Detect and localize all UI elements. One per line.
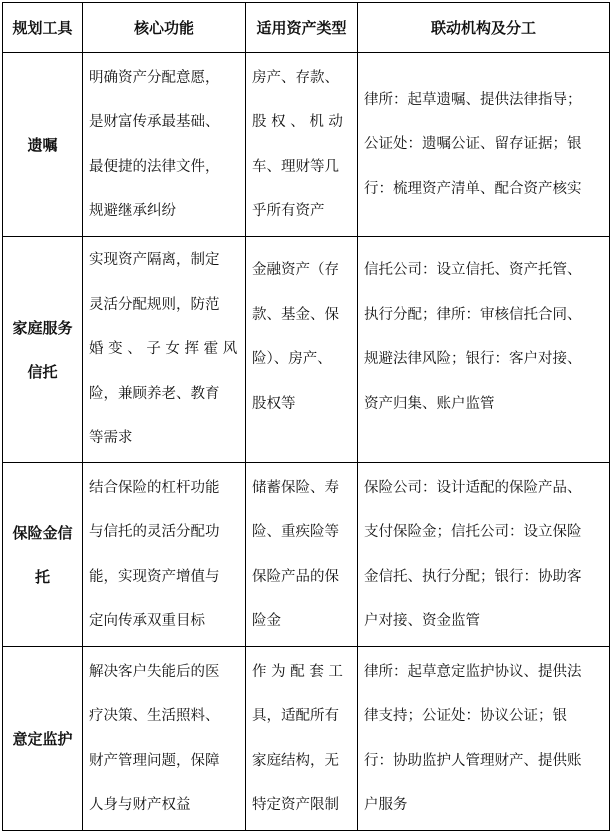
function-line: 人身与财产权益 [89,797,191,813]
function-line: 实现资产隔离，制定 [89,252,220,269]
tool-name: 意定监护 [12,729,73,748]
assets-line: 险金 [252,613,281,629]
tool-cell [3,647,83,831]
assets-line: 具，适配所有 [252,708,339,724]
institutions-line: 行：梳理资产清单、配合资产核实 [364,180,582,197]
assets-cell [246,463,358,647]
function-line: 最便捷的法律文件， [89,158,220,175]
institutions-line: 律支持；公证处：协议公证；银 [364,708,567,724]
tool-name: 保险金信 [12,523,73,542]
institutions-line: 保险公司：设计适配的保险产品、 [364,479,582,496]
function-line: 险，兼顾养老、教育 [89,385,220,402]
tool-cell [3,463,83,647]
table-row [3,237,610,463]
institutions-cell [358,237,610,463]
function-line: 是财富传承最基础、 [89,114,220,130]
institutions-line: 律所：起草遗嘱、提供法律指导； [364,91,582,108]
assets-cell [246,647,358,831]
institutions-cell [358,647,610,831]
assets-line: 乎所有资产 [252,203,325,219]
assets-line: 保险产品的保 [252,568,339,585]
institutions-line: 户对接、资金监管 [364,613,480,629]
header-row [3,3,610,53]
institutions-cell [358,53,610,237]
tool-name: 家庭服务 [12,318,73,337]
institutions-line: 律所：起草意定监护协议、提供法 [364,663,582,680]
function-line: 财产管理问题，保障 [89,752,220,769]
assets-line: 股权等 [252,395,296,412]
assets-line: 险、重疾险等 [252,524,339,540]
function-cell [83,53,246,237]
assets-line: 金融资产（存 [252,262,339,278]
function-line: 解决客户失能后的医 [89,663,220,680]
header-assets: 适用资产类型 [246,3,358,53]
estate-planning-table [2,2,610,831]
assets-line: 作 为 配 套 工 [252,663,343,680]
assets-line: 储蓄保险、寿 [252,479,339,496]
assets-line: 家庭结构，无 [252,752,339,769]
institutions-line: 信托公司：设立信托、资产托管、 [364,262,582,278]
assets-line: 特定资产限制 [252,797,339,813]
header-function: 核心功能 [83,3,246,53]
function-line: 定向传承双重目标 [89,613,205,629]
tool-name: 遗嘱 [27,135,58,154]
function-line: 明确资产分配意愿， [89,69,220,86]
function-line: 规避继承纠纷 [89,203,176,219]
assets-cell [246,237,358,463]
table-row [3,53,610,237]
assets-line: 险）、房产、 [252,351,332,367]
assets-line: 股 权 、 机 动 [252,114,343,130]
function-line: 与信托的灵活分配功 [89,524,220,540]
function-line: 婚 变 、 子 女 挥 霍 风 [89,341,238,358]
institutions-line: 户服务 [364,797,408,813]
function-line: 等需求 [89,430,133,447]
function-cell [83,237,246,463]
header-institutions: 联动机构及分工 [358,3,610,53]
tool-cell [3,237,83,463]
function-line: 能，实现资产增值与 [89,568,220,585]
assets-cell [246,53,358,237]
assets-line: 车、理财等几 [252,158,339,175]
table-row [3,463,610,647]
assets-line: 款、基金、保 [252,306,339,323]
assets-line: 房产、存款、 [252,69,339,86]
function-line: 灵活分配规则，防范 [89,296,220,313]
institutions-line: 执行分配；律所：审核信托合同、 [364,306,582,323]
institutions-line: 资产归集、账户监管 [364,395,495,412]
institutions-cell [358,463,610,647]
tool-name: 信托 [27,362,58,381]
institutions-line: 规避法律风险；银行：客户对接、 [364,351,582,367]
function-line: 疗决策、生活照料、 [89,708,220,724]
header-tool: 规划工具 [3,3,83,53]
function-cell [83,463,246,647]
institutions-line: 行：协助监护人管理财产、提供账 [364,752,582,769]
table-row [3,647,610,831]
function-line: 结合保险的杠杆功能 [89,479,220,496]
institutions-line: 公证处：遗嘱公证、留存证据；银 [364,136,582,153]
function-cell [83,647,246,831]
tool-cell [3,53,83,237]
institutions-line: 金信托、执行分配；银行：协助客 [364,568,582,585]
institutions-line: 支付保险金；信托公司：设立保险 [364,524,582,540]
tool-name: 托 [34,567,50,586]
